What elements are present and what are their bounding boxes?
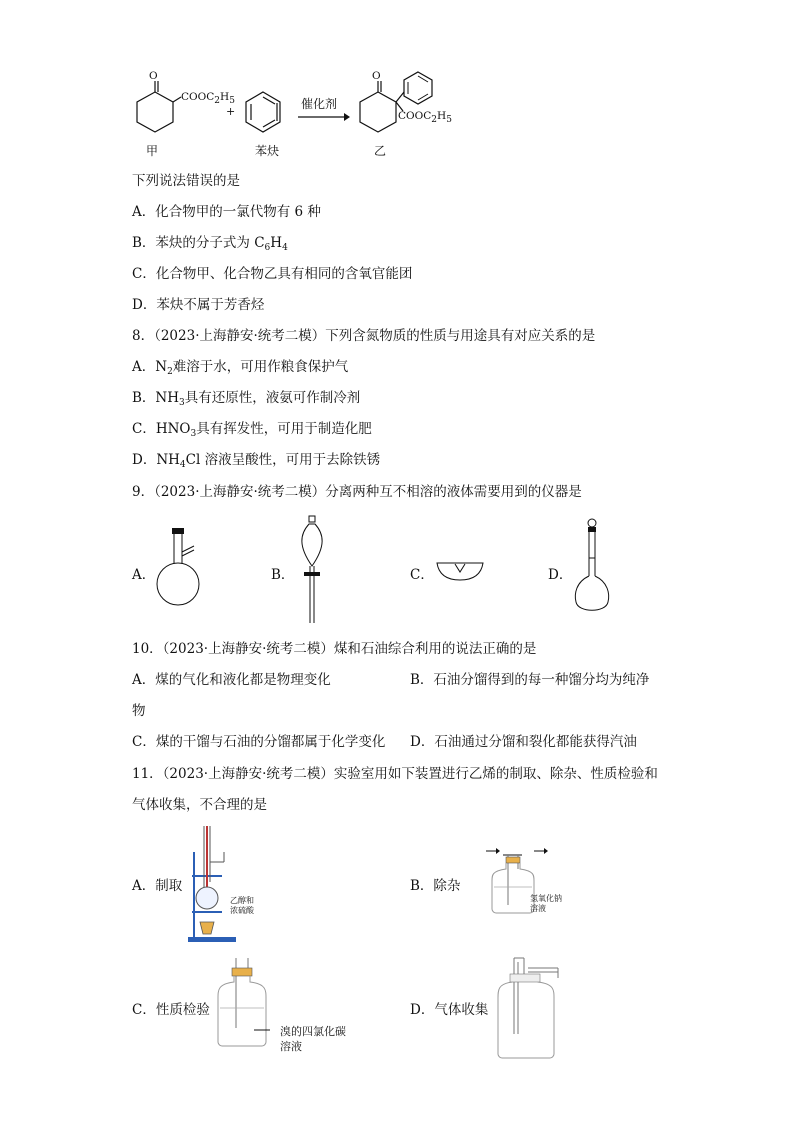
bromine-test-bottle-icon: [214, 958, 274, 1050]
q9-option-a-label: A．: [132, 567, 156, 583]
q10-option-a: A．煤的气化和液化都是物理变化: [132, 672, 331, 688]
q7-stem: 下列说法错误的是: [132, 173, 240, 189]
apparatus-a-note-line2: 浓硫酸: [230, 906, 254, 915]
round-bottom-flask-icon: [158, 528, 208, 610]
gas-collection-bottle-icon: [494, 954, 564, 1060]
q9-stem: 9．（2023·上海静安·统考二模）分离两种互不相溶的液体需要用到的仪器是: [132, 484, 582, 500]
q8-option-a: A．$N_2$难溶于水，可用作粮食保护气: [132, 359, 349, 377]
q11-option-b: B．除杂: [410, 878, 461, 894]
q11-option-d: D．气体收集: [410, 1002, 489, 1018]
q11-stem-line2: 气体收集，不合理的是: [132, 797, 267, 813]
q10-option-d: D．石油通过分馏和裂化都能获得汽油: [410, 734, 637, 750]
label-benzyne: 苯炔: [255, 144, 280, 158]
q11-option-a: A．制取: [132, 878, 183, 894]
yi-ester-group: $COOC_2H_5$: [398, 110, 452, 125]
label-jia: 甲: [146, 144, 159, 158]
jia-oxo: O: [149, 70, 158, 82]
reaction-arrow: [298, 112, 350, 122]
apparatus-b-note-line2: 溶液: [530, 904, 546, 913]
apparatus-c-note-line2: 溶液: [280, 1040, 302, 1053]
q7-option-a: A．化合物甲的一氯代物有 6 种: [132, 204, 321, 220]
apparatus-b-note-line1: 氢氧化钠: [530, 894, 562, 903]
q9-option-c-label: C．: [410, 567, 434, 583]
plus-sign: +: [226, 105, 236, 118]
q7-option-b: B．苯炔的分子式为 $C_6H_4$: [132, 235, 288, 253]
label-yi: 乙: [374, 144, 387, 158]
q8-option-d: D．$NH_4Cl$ 溶液呈酸性，可用于去除铁锈: [132, 452, 381, 470]
q7-option-d: D．苯炔不属于芳香烃: [132, 297, 265, 313]
q8-stem: 8．（2023·上海静安·统考二模）下列含氮物质的性质与用途具有对应关系的是: [132, 328, 596, 344]
yi-oxo: O: [372, 70, 381, 82]
q11-stem-line1: 11．（2023·上海静安·统考二模）实验室用如下装置进行乙烯的制取、除杂、性质检验和: [132, 766, 658, 782]
q8-option-b: B．$NH_3$具有还原性，液氨可作制冷剂: [132, 390, 361, 408]
volumetric-flask-icon: [572, 518, 612, 618]
q8-option-c: C．$HNO_3$具有挥发性，可用于制造化肥: [132, 421, 372, 439]
jia-ester-group: $COOC_2H_5$: [181, 91, 235, 106]
q10-stem: 10．（2023·上海静安·统考二模）煤和石油综合利用的说法正确的是: [132, 641, 537, 657]
q9-option-b-label: B．: [271, 567, 295, 583]
q10-option-b-continued: 物: [132, 703, 146, 719]
q11-option-c: C．性质检验: [132, 1002, 210, 1018]
q10-option-b: B．石油分馏得到的每一种馏分均为纯净: [410, 672, 650, 688]
q9-option-d-label: D．: [548, 567, 573, 583]
benzyne-structure: [243, 88, 293, 138]
evaporating-dish-icon: [435, 560, 485, 584]
apparatus-a-note-line1: 乙醇和: [230, 896, 254, 905]
product-yi-structure: [348, 70, 458, 145]
apparatus-c-note-line1: 溴的四氯化碳: [280, 1025, 346, 1038]
separatory-funnel-icon: [296, 516, 330, 626]
q10-option-c: C．煤的干馏与石油的分馏都属于化学变化: [132, 734, 386, 750]
q7-option-c: C．化合物甲、化合物乙具有相同的含氧官能团: [132, 266, 413, 282]
catalyst-label: 催化剂: [301, 97, 338, 111]
ethylene-generator-apparatus-icon: [184, 822, 240, 944]
